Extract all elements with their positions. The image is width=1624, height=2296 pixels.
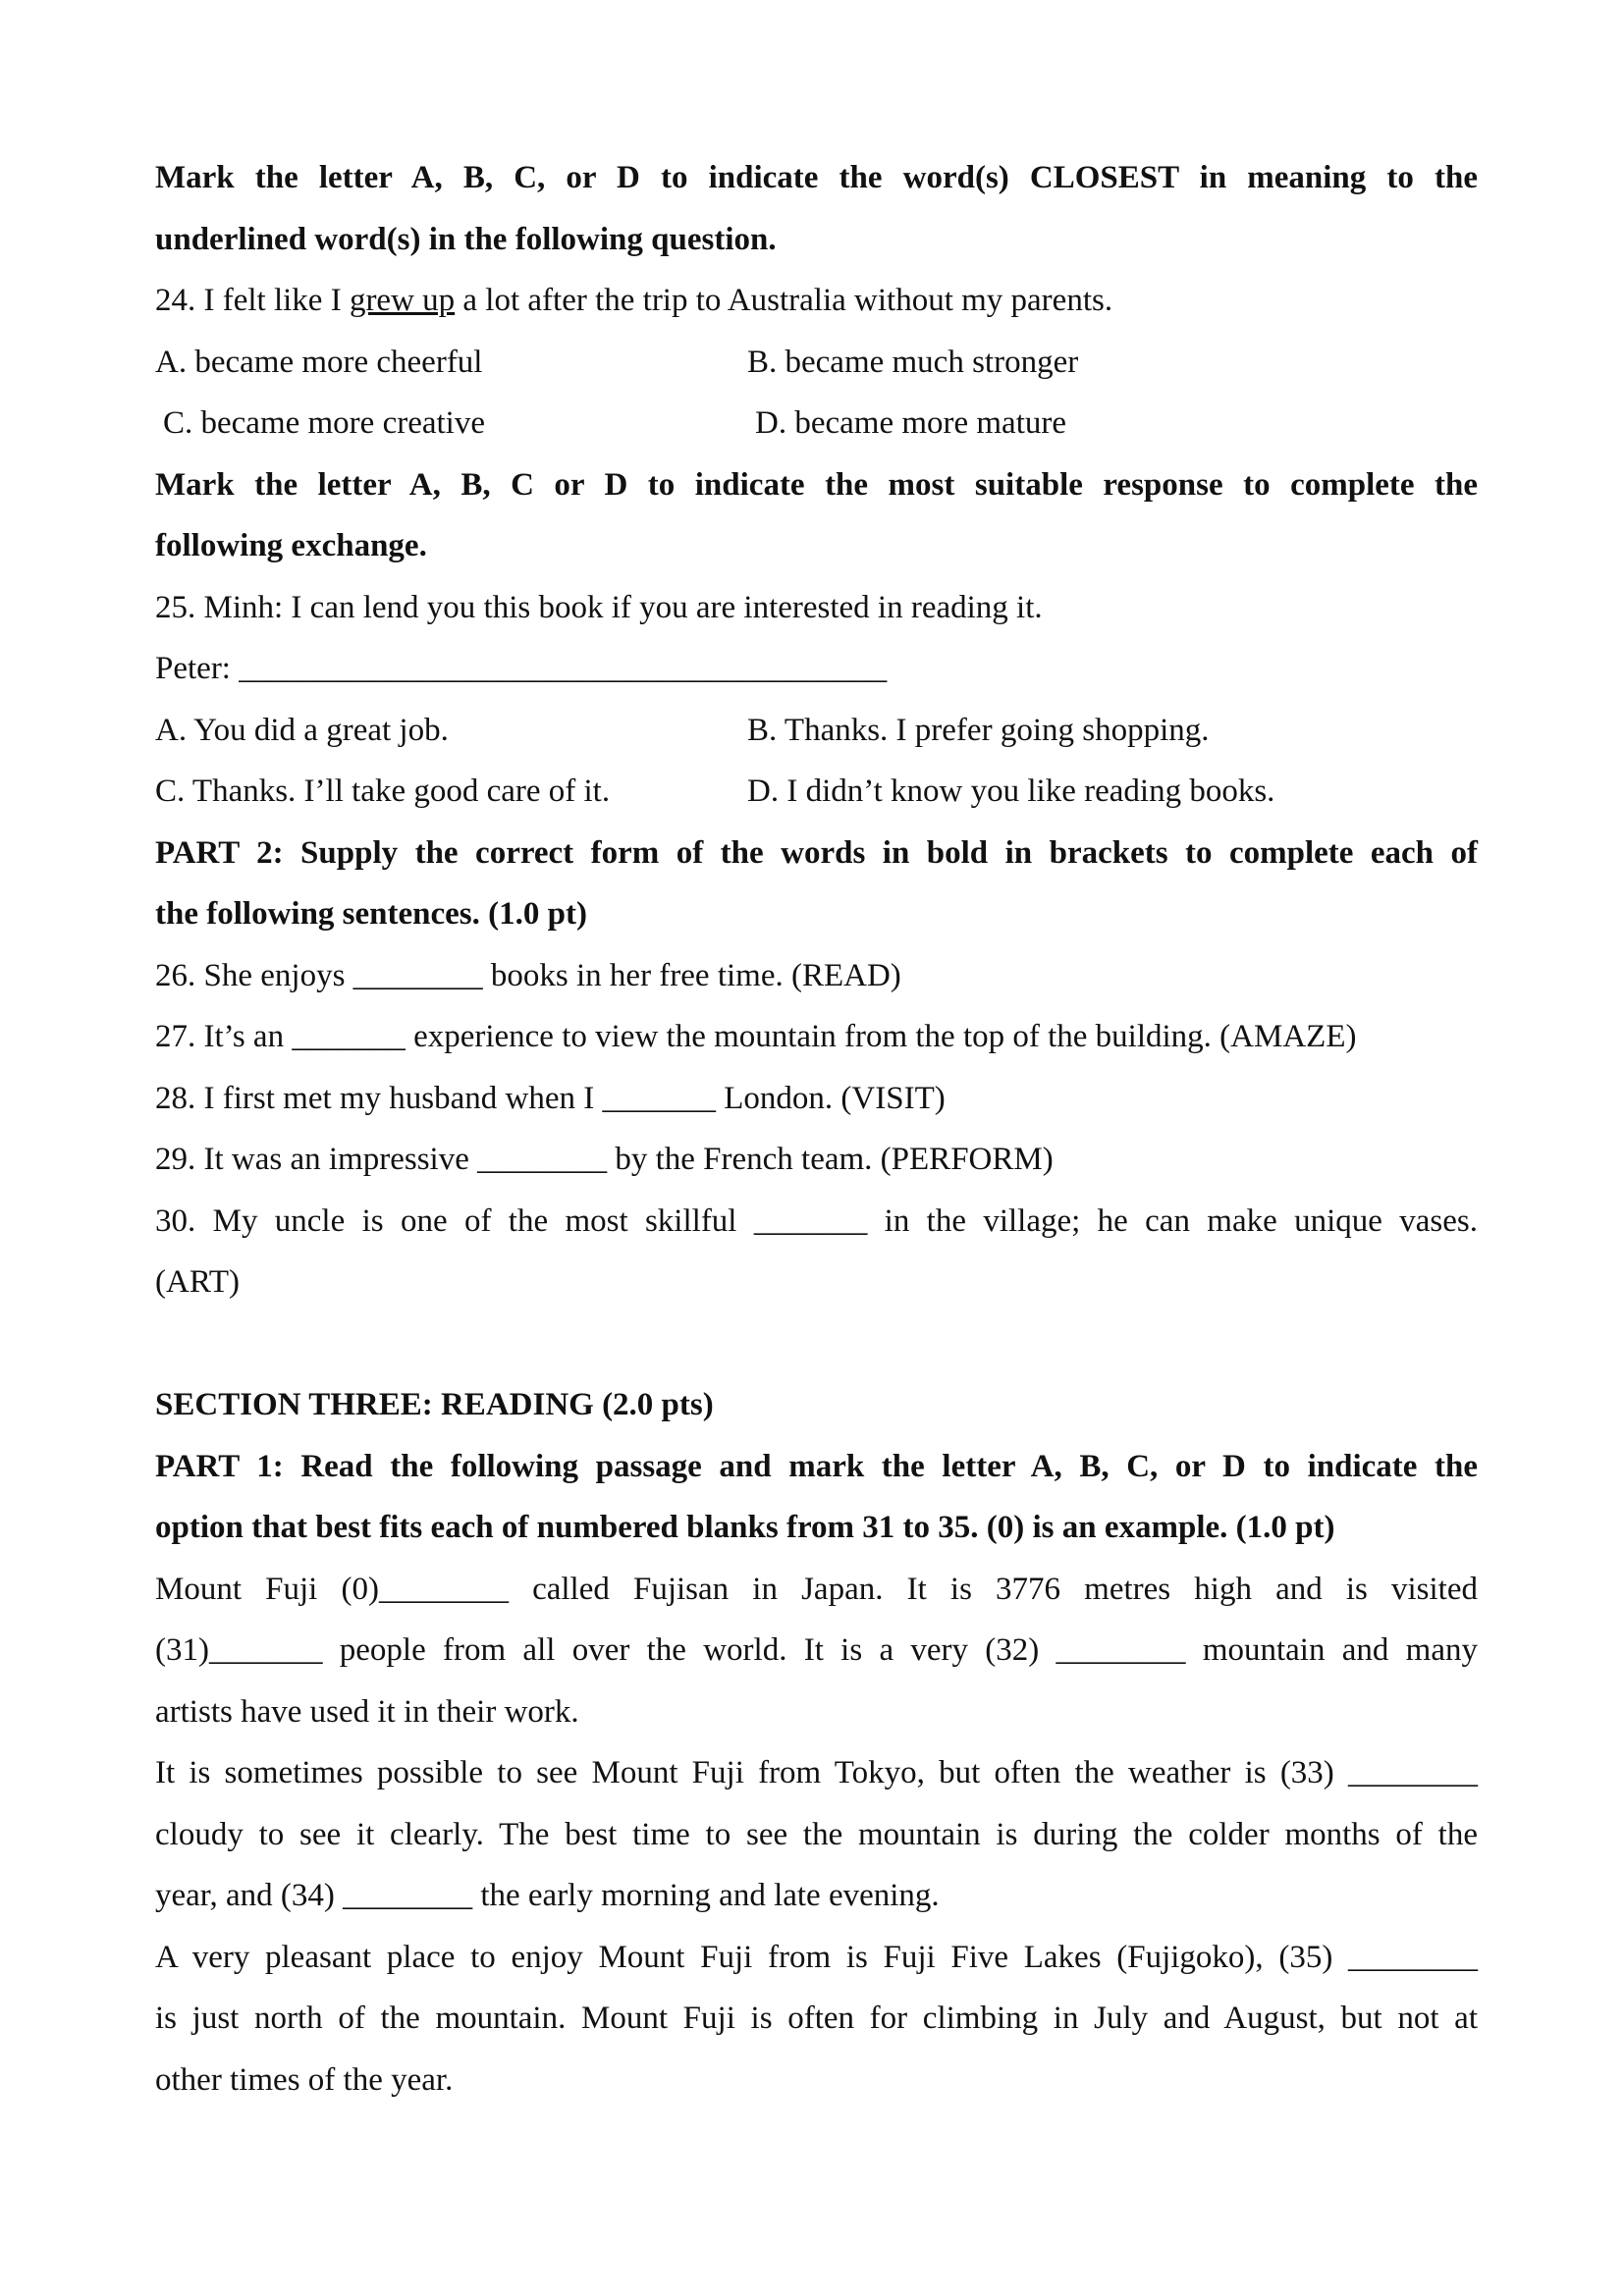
q25-option-d[interactable]: D. I didn’t know you like reading books. — [747, 774, 1275, 809]
reading-part1-heading-line1: PART 1: Read the following passage and mark the letter A, B, C, or D to indicate the — [155, 1448, 1478, 1484]
passage-line: (31)_______ people from all over the world. It is a very (32) ________ mountain and many — [155, 1632, 1478, 1668]
question-30-line1: 30. My uncle is one of the most skillful _______ in the village; he can make unique vases. — [155, 1202, 1478, 1239]
instruction-closest-line1: Mark the letter A, B, C, or D to indicate the word(s) CLOSEST in meaning to the — [155, 160, 1478, 195]
passage-line: It is sometimes possible to see Mount Fuji from Tokyo, but often the weather is (33) ________ — [155, 1755, 1478, 1790]
part2-heading-line2: the following sentences. (1.0 pt) — [155, 896, 587, 932]
part2-heading-line1: PART 2: Supply the correct form of the words in bold in brackets to complete each of — [155, 834, 1478, 871]
q24-option-a[interactable]: A. became more cheerful — [155, 344, 483, 380]
q24-prefix: 24. I felt like I — [155, 283, 350, 318]
q25-options-row1 — [155, 700, 1478, 762]
question-27: 27. It’s an _______ experience to view the mountain from the top of the building. (AMAZE) — [155, 1019, 1357, 1054]
passage-line: cloudy to see it clearly. The best time to see the mountain is during the colder months of the — [155, 1816, 1478, 1852]
question-30-line2: (ART) — [155, 1264, 240, 1300]
q24-options-row1 — [155, 332, 1478, 394]
q25-option-c[interactable]: C. Thanks. I’ll take good care of it. — [155, 774, 611, 809]
q25-option-b[interactable]: B. Thanks. I prefer going shopping. — [747, 712, 1210, 748]
passage-line: artists have used it in their work. — [155, 1693, 579, 1730]
reading-part1-heading-line2: option that best fits each of numbered blanks from 31 to 35. (0) is an example. (1.0 pt) — [155, 1510, 1335, 1545]
q24-underlined: grew up — [349, 283, 456, 318]
q24-options-row2 — [155, 393, 1478, 454]
passage-line: is just north of the mountain. Mount Fuji is often for climbing in July and August, but not at — [155, 2001, 1478, 2036]
q25-peter: Peter: ________________________________________ — [155, 651, 888, 686]
instruction-closest-line2: underlined word(s) in the following question. — [155, 221, 777, 257]
q24-suffix: a lot after the trip to Australia without my parents. — [455, 283, 1113, 318]
q25-minh: 25. Minh: I can lend you this book if you are interested in reading it. — [155, 589, 1043, 625]
section-three-title: SECTION THREE: READING (2.0 pts) — [155, 1387, 714, 1422]
passage-line: year, and (34) ________ the early morning and late evening. — [155, 1878, 940, 1913]
question-24 — [155, 270, 1478, 332]
section-spacer — [155, 1313, 1478, 1375]
q24-option-d[interactable]: D. became more mature — [755, 405, 1067, 441]
question-29: 29. It was an impressive ________ by the French team. (PERFORM) — [155, 1142, 1054, 1177]
q25-option-a[interactable]: A. You did a great job. — [155, 712, 449, 748]
exam-page — [155, 147, 1478, 2110]
instruction-response-line1: Mark the letter A, B, C or D to indicate the most suitable response to complete the — [155, 466, 1478, 503]
passage-line: Mount Fuji (0)________ called Fujisan in Japan. It is 3776 metres high and is visited — [155, 1571, 1478, 1607]
q24-option-b[interactable]: B. became much stronger — [747, 344, 1079, 380]
q24-option-c[interactable]: C. became more creative — [163, 405, 485, 441]
passage-line: A very pleasant place to enjoy Mount Fuji from is Fuji Five Lakes (Fujigoko), (35) ________ — [155, 1939, 1478, 1975]
question-26: 26. She enjoys ________ books in her free time. (READ) — [155, 957, 901, 993]
instruction-response-line2: following exchange. — [155, 528, 427, 563]
question-28: 28. I first met my husband when I _______ London. (VISIT) — [155, 1080, 946, 1116]
q25-options-row2 — [155, 761, 1478, 823]
passage-line: other times of the year. — [155, 2061, 454, 2098]
